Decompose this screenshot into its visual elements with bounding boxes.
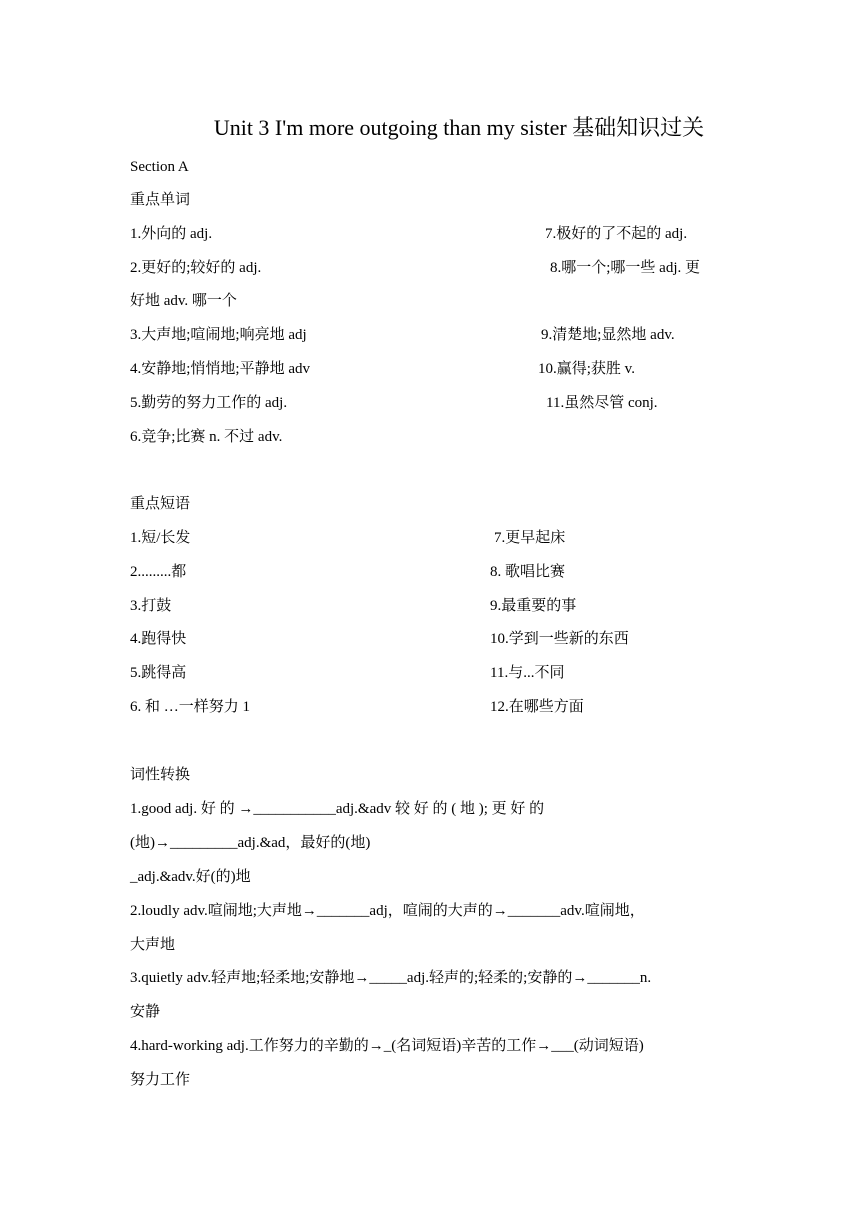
phrases-heading: 重点短语 (130, 496, 191, 512)
vocab-item: 11.虽然尽管 conj. (546, 395, 658, 411)
conversion-line: _adj.&adv.好(的)地 (130, 869, 251, 885)
vocab-item: 5.勤劳的努力工作的 adj. (130, 395, 288, 411)
vocab-item: 2.更好的;较好的 adj. (130, 260, 262, 276)
conversion-line: 努力工作 (130, 1072, 191, 1088)
vocab-item: 3.大声地;喧闹地;响亮地 adj (130, 327, 307, 343)
phrase-item: 2.........都 (130, 564, 187, 580)
vocab-heading: 重点单词 (130, 192, 191, 208)
conversion-line: 1.good adj. 好 的 →___________adj.&adv 较 好 的 ( 地 ); 更 好 的 (130, 801, 545, 817)
conversion-line: 大声地 (130, 937, 176, 953)
phrase-item: 6. 和 …一样努力 1 (130, 699, 251, 715)
vocab-item-continuation: 好地 adv. 哪一个 (130, 293, 237, 309)
phrase-item: 5.跳得高 (130, 665, 187, 681)
vocab-item: 10.赢得;获胜 v. (538, 361, 635, 377)
phrase-item: 4.跑得快 (130, 631, 187, 647)
vocab-item: 4.安静地;悄悄地;平静地 adv (130, 361, 310, 377)
vocab-item: 6.竞争;比赛 n. 不过 adv. (130, 429, 283, 445)
conversion-line: 安静 (130, 1004, 161, 1020)
phrase-item: 11.与...不同 (490, 665, 565, 681)
vocab-item: 9.清楚地;显然地 adv. (541, 327, 675, 343)
page-title: Unit 3 I'm more outgoing than my sister 基础知识过关 (213, 115, 705, 140)
conversion-line: 2.loudly adv.喧闹地;大声地→_______adj，喧闹的大声的→_______adv.喧闹地， (130, 903, 645, 919)
conversion-line: 4.hard-working adj.工作努力的辛勤的→_(名词短语)辛苦的工作→___(动词短语) (130, 1038, 644, 1054)
phrase-item: 1.短/长发 (130, 530, 191, 546)
section-label: Section A (130, 159, 189, 175)
vocab-item: 1.外向的 adj. (130, 226, 213, 242)
vocab-item: 7.极好的了不起的 adj. (545, 226, 688, 242)
conversion-line: (地)→_________adj.&ad，最好的(地) (130, 835, 371, 851)
conversion-line: 3.quietly adv.轻声地;轻柔地;安静地→_____adj.轻声的;轻柔的;安静的→_______n. (130, 970, 652, 986)
phrase-item: 10.学到一些新的东西 (490, 631, 629, 647)
phrase-item: 12.在哪些方面 (490, 699, 584, 715)
vocab-item: 8.哪一个;哪一些 adj. 更 (550, 260, 700, 276)
conversion-heading: 词性转换 (130, 767, 191, 783)
phrase-item: 3.打鼓 (130, 598, 172, 614)
phrase-item: 8. 歌唱比赛 (490, 564, 566, 580)
phrase-item: 9.最重要的事 (490, 598, 577, 614)
phrase-item: 7.更早起床 (494, 530, 566, 546)
